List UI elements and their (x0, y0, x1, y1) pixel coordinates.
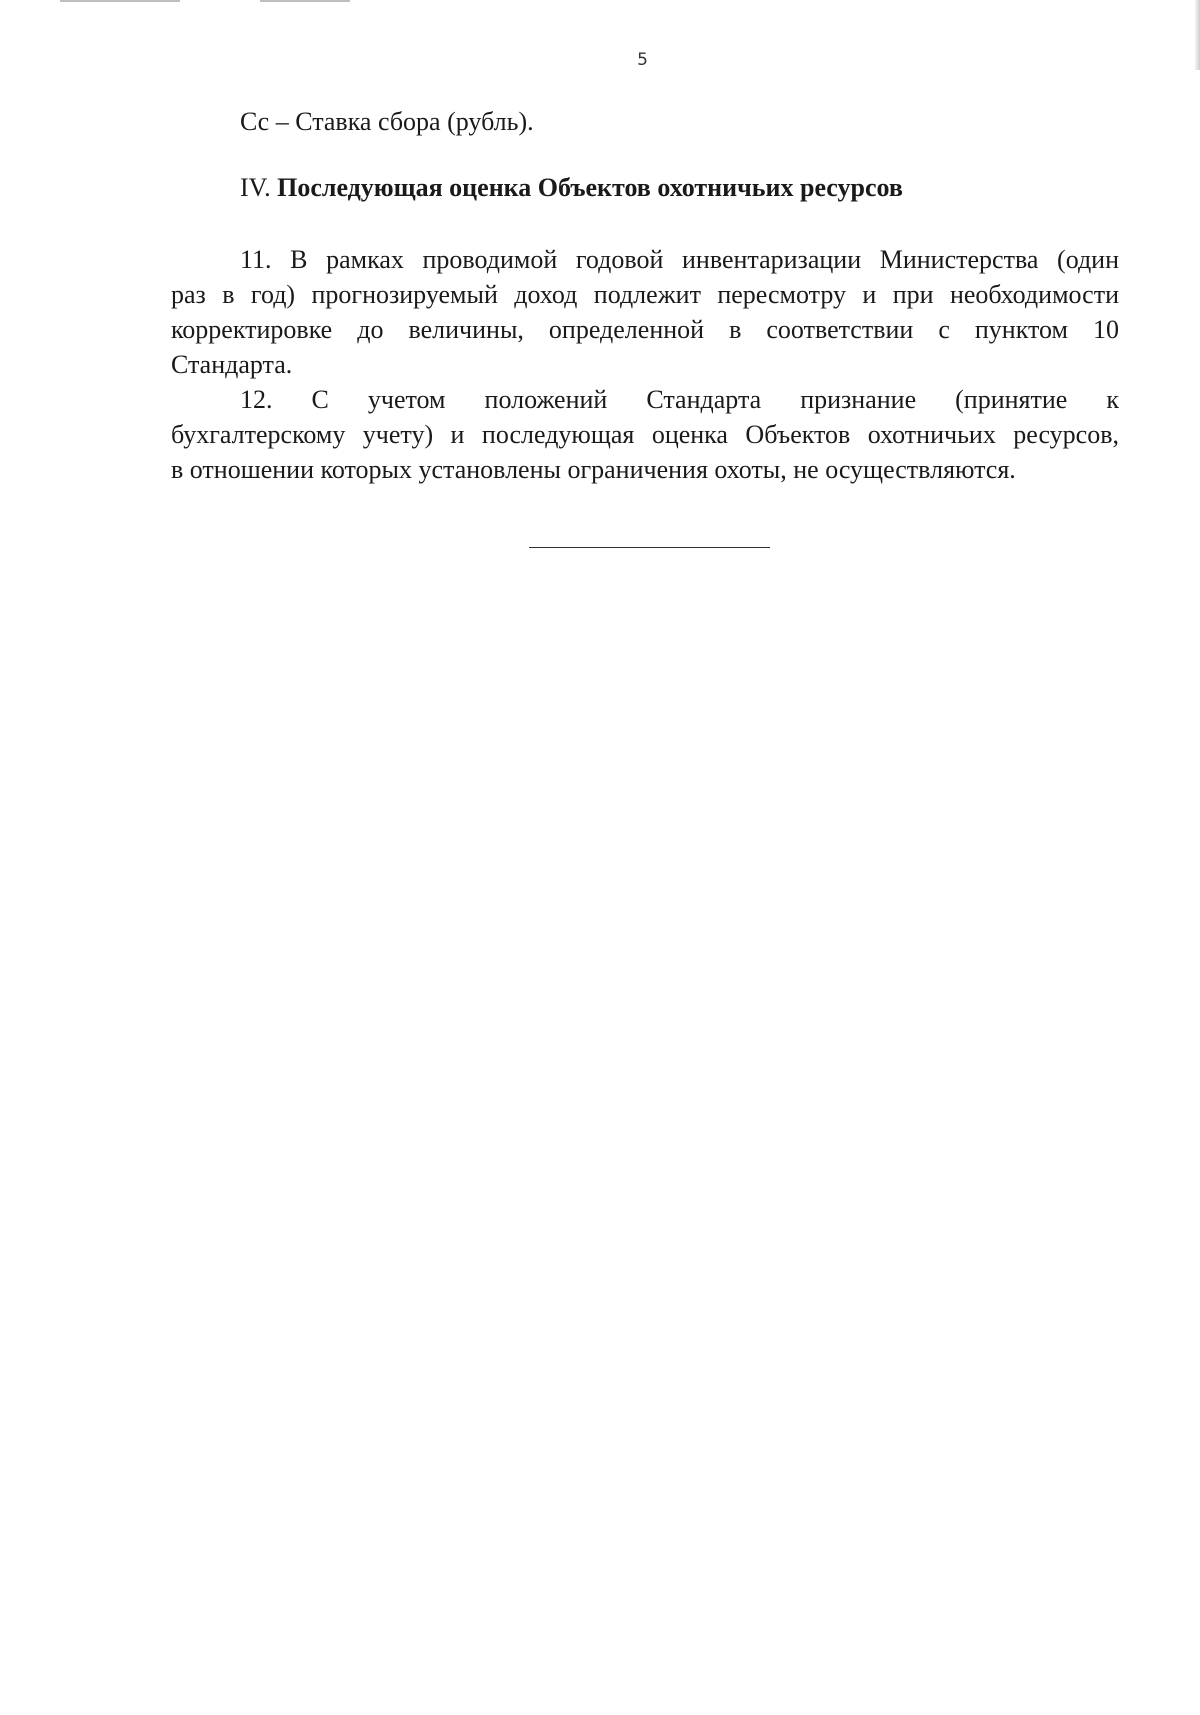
paragraph-line: 11. В рамках проводимой годовой инвентаризации Министерства (один (240, 245, 1119, 274)
section-title: Последующая оценка Объектов охотничьих ресурсов (277, 173, 903, 202)
paragraph-line: бухгалтерскому учету) и последующая оценка Объектов охотничьих ресурсов, (171, 420, 1119, 449)
scan-edge-artifact (260, 0, 350, 2)
paragraph-line: раз в год) прогнозируемый доход подлежит пересмотру и при необходимости (171, 280, 1119, 309)
paragraph-line: корректировке до величины, определенной в соответствии с пунктом 10 (171, 315, 1119, 344)
page-number: 5 (637, 50, 648, 70)
formula-legend: Сс – Ставка сбора (рубль). (240, 107, 534, 136)
paragraph-line: в отношении которых установлены ограничения охоты, не осуществляются. (171, 455, 1016, 484)
scan-edge-artifact (60, 0, 180, 2)
section-heading (240, 172, 903, 204)
end-separator-line (529, 547, 770, 548)
paragraph-line: Стандарта. (171, 350, 293, 379)
paragraph-line: 12. С учетом положений Стандарта признание (принятие к (240, 385, 1119, 414)
section-numeral: IV. (240, 173, 271, 202)
